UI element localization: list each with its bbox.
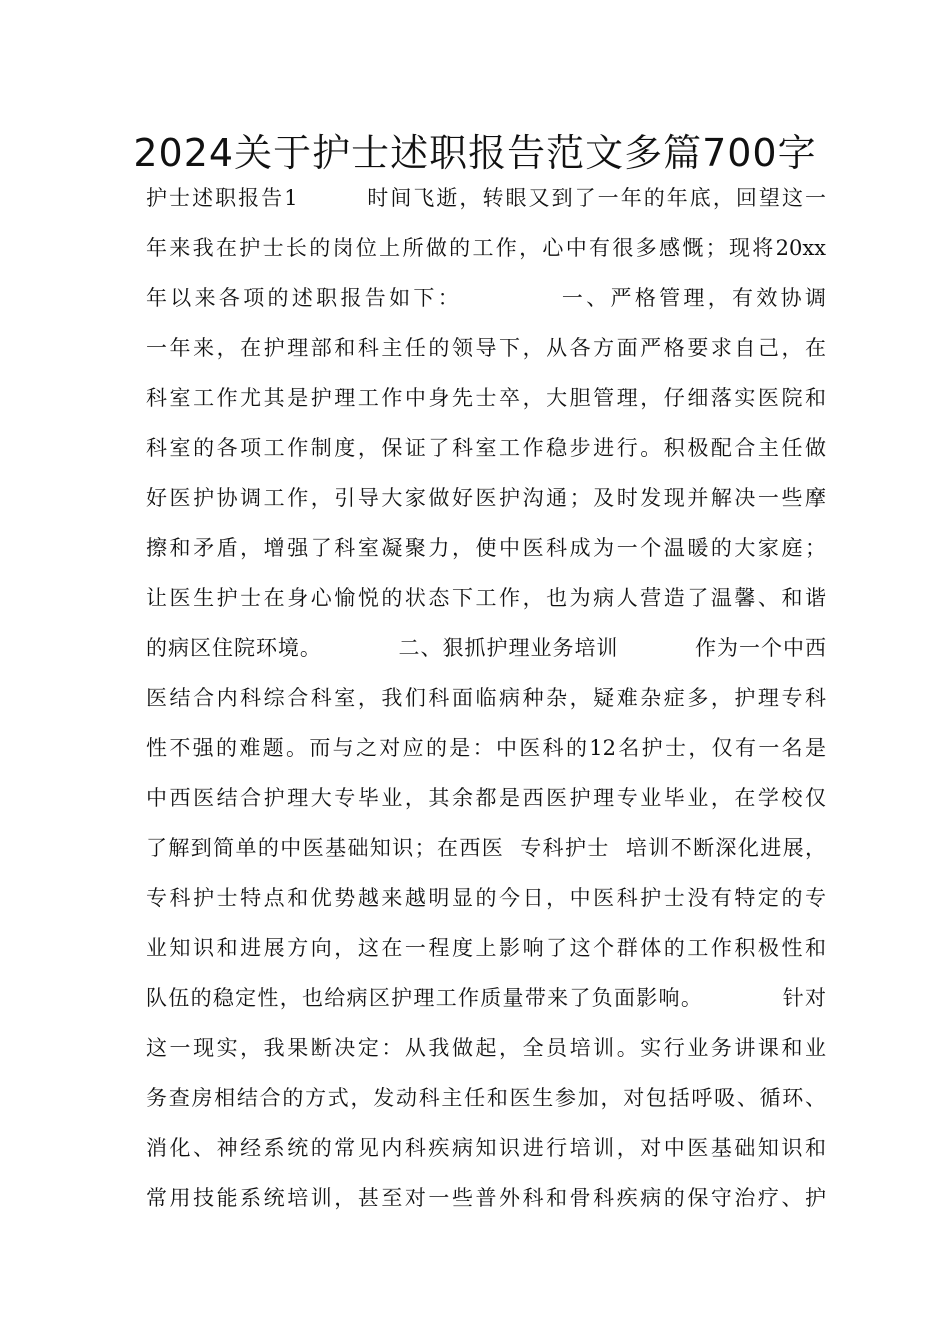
body-line: 年来我在护士长的岗位上所做的工作，心中有很多感慨；现将20xx [146, 236, 826, 260]
body-line: 科室工作尤其是护理工作中身先士卒，大胆管理，仔细落实医院和 [146, 386, 826, 410]
document-title: 2024关于护士述职报告范文多篇700字 [133, 131, 817, 175]
body-line: 这一现实，我果断决定：从我做起，全员培训。实行业务讲课和业 [146, 1036, 826, 1060]
body-line: 年以来各项的述职报告如下： 一、严格管理，有效协调 [146, 286, 826, 310]
body-line: 让医生护士在身心愉悦的状态下工作，也为病人营造了温馨、和谐 [146, 586, 826, 610]
body-line: 专科护士特点和优势越来越明显的今日，中医科护士没有特定的专 [146, 886, 826, 910]
body-line: 中西医结合护理大专毕业，其余都是西医护理专业毕业，在学校仅 [146, 786, 826, 810]
body-line: 好医护协调工作，引导大家做好医护沟通；及时发现并解决一些摩 [146, 486, 826, 510]
body-line: 消化、神经系统的常见内科疾病知识进行培训，对中医基础知识和 [146, 1136, 826, 1160]
body-line: 护士述职报告1 时间飞逝，转眼又到了一年的年底，回望这一 [146, 186, 826, 210]
body-line: 常用技能系统培训，甚至对一些普外科和骨科疾病的保守治疗、护 [146, 1186, 826, 1210]
body-line: 一年来，在护理部和科主任的领导下，从各方面严格要求自己，在 [146, 336, 826, 360]
body-line: 科室的各项工作制度，保证了科室工作稳步进行。积极配合主任做 [146, 436, 826, 460]
body-line: 擦和矛盾，增强了科室凝聚力，使中医科成为一个温暖的大家庭； [146, 536, 826, 560]
body-line: 队伍的稳定性，也给病区护理工作质量带来了负面影响。 针对 [146, 986, 826, 1010]
body-line: 了解到简单的中医基础知识；在西医 专科护士 培训不断深化进展， [146, 836, 826, 860]
document-body [146, 173, 826, 1223]
body-line: 务查房相结合的方式，发动科主任和医生参加，对包括呼吸、循环、 [146, 1086, 826, 1110]
body-line: 业知识和进展方向，这在一程度上影响了这个群体的工作积极性和 [146, 936, 826, 960]
body-line: 医结合内科综合科室，我们科面临病种杂，疑难杂症多，护理专科 [146, 686, 826, 710]
body-line: 的病区住院环境。 二、狠抓护理业务培训 作为一个中西 [146, 636, 826, 660]
body-line: 性不强的难题。而与之对应的是：中医科的12名护士，仅有一名是 [146, 736, 826, 760]
